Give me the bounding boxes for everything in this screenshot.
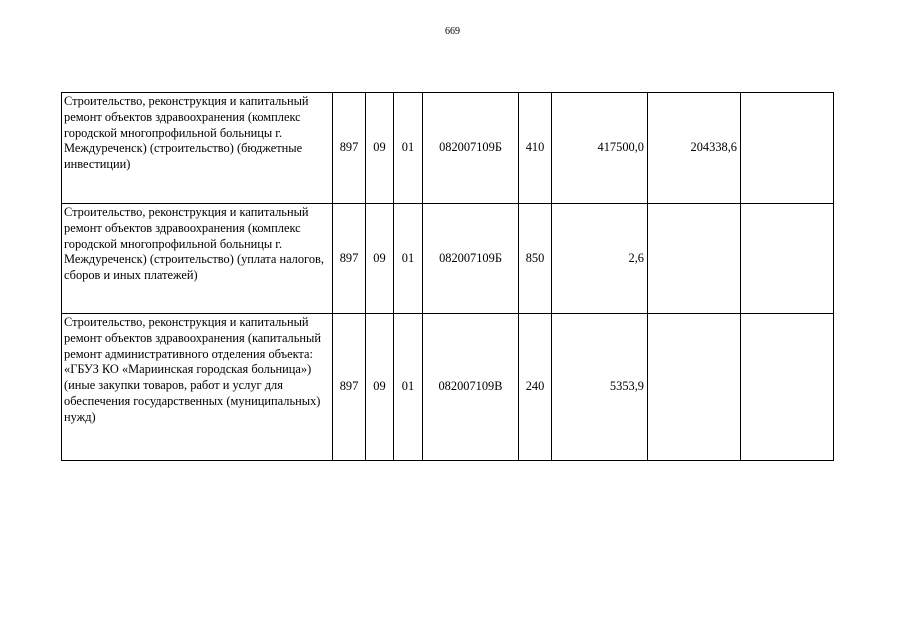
target-code-cell: 082007109Б [423, 204, 519, 314]
expense-type-cell: 240 [519, 314, 552, 461]
amount-3-cell [741, 204, 834, 314]
expense-name-cell: Строительство, реконструкция и капитальный ремонт объектов здравоохранения (комплекс городской многопрофильной больницы г. Междуреченск) (строительство) (бюджетные инвестиции) [62, 93, 333, 204]
amount-2-cell [648, 314, 741, 461]
section-code-cell: 09 [366, 204, 394, 314]
amount-1-cell: 417500,0 [552, 93, 648, 204]
expense-type-cell: 850 [519, 204, 552, 314]
target-code-cell: 082007109В [423, 314, 519, 461]
budget-table [61, 92, 834, 461]
section-code-cell: 09 [366, 314, 394, 461]
amount-3-cell [741, 93, 834, 204]
ministry-code-cell: 897 [333, 314, 366, 461]
table-row [62, 314, 834, 461]
table-row [62, 204, 834, 314]
target-code-cell: 082007109Б [423, 93, 519, 204]
expense-type-cell: 410 [519, 93, 552, 204]
amount-1-cell: 2,6 [552, 204, 648, 314]
ministry-code-cell: 897 [333, 93, 366, 204]
amount-3-cell [741, 314, 834, 461]
amount-1-cell: 5353,9 [552, 314, 648, 461]
section-code-cell: 09 [366, 93, 394, 204]
subsection-code-cell: 01 [394, 93, 423, 204]
page-number: 669 [445, 26, 460, 37]
expense-name-cell: Строительство, реконструкция и капитальный ремонт объектов здравоохранения (комплекс городской многопрофильной больницы г. Междуреченск) (строительство) (уплата налогов, сборов и иных платежей) [62, 204, 333, 314]
amount-2-cell: 204338,6 [648, 93, 741, 204]
amount-2-cell [648, 204, 741, 314]
expense-name-cell: Строительство, реконструкция и капитальный ремонт объектов здравоохранения (капитальный ремонт административного отделения объекта: «ГБУЗ КО «Мариинская городская больница») (иные закупки товаров, работ и услуг для обеспечения государственных (муниципальных) нужд) [62, 314, 333, 461]
subsection-code-cell: 01 [394, 204, 423, 314]
table-row [62, 93, 834, 204]
ministry-code-cell: 897 [333, 204, 366, 314]
subsection-code-cell: 01 [394, 314, 423, 461]
